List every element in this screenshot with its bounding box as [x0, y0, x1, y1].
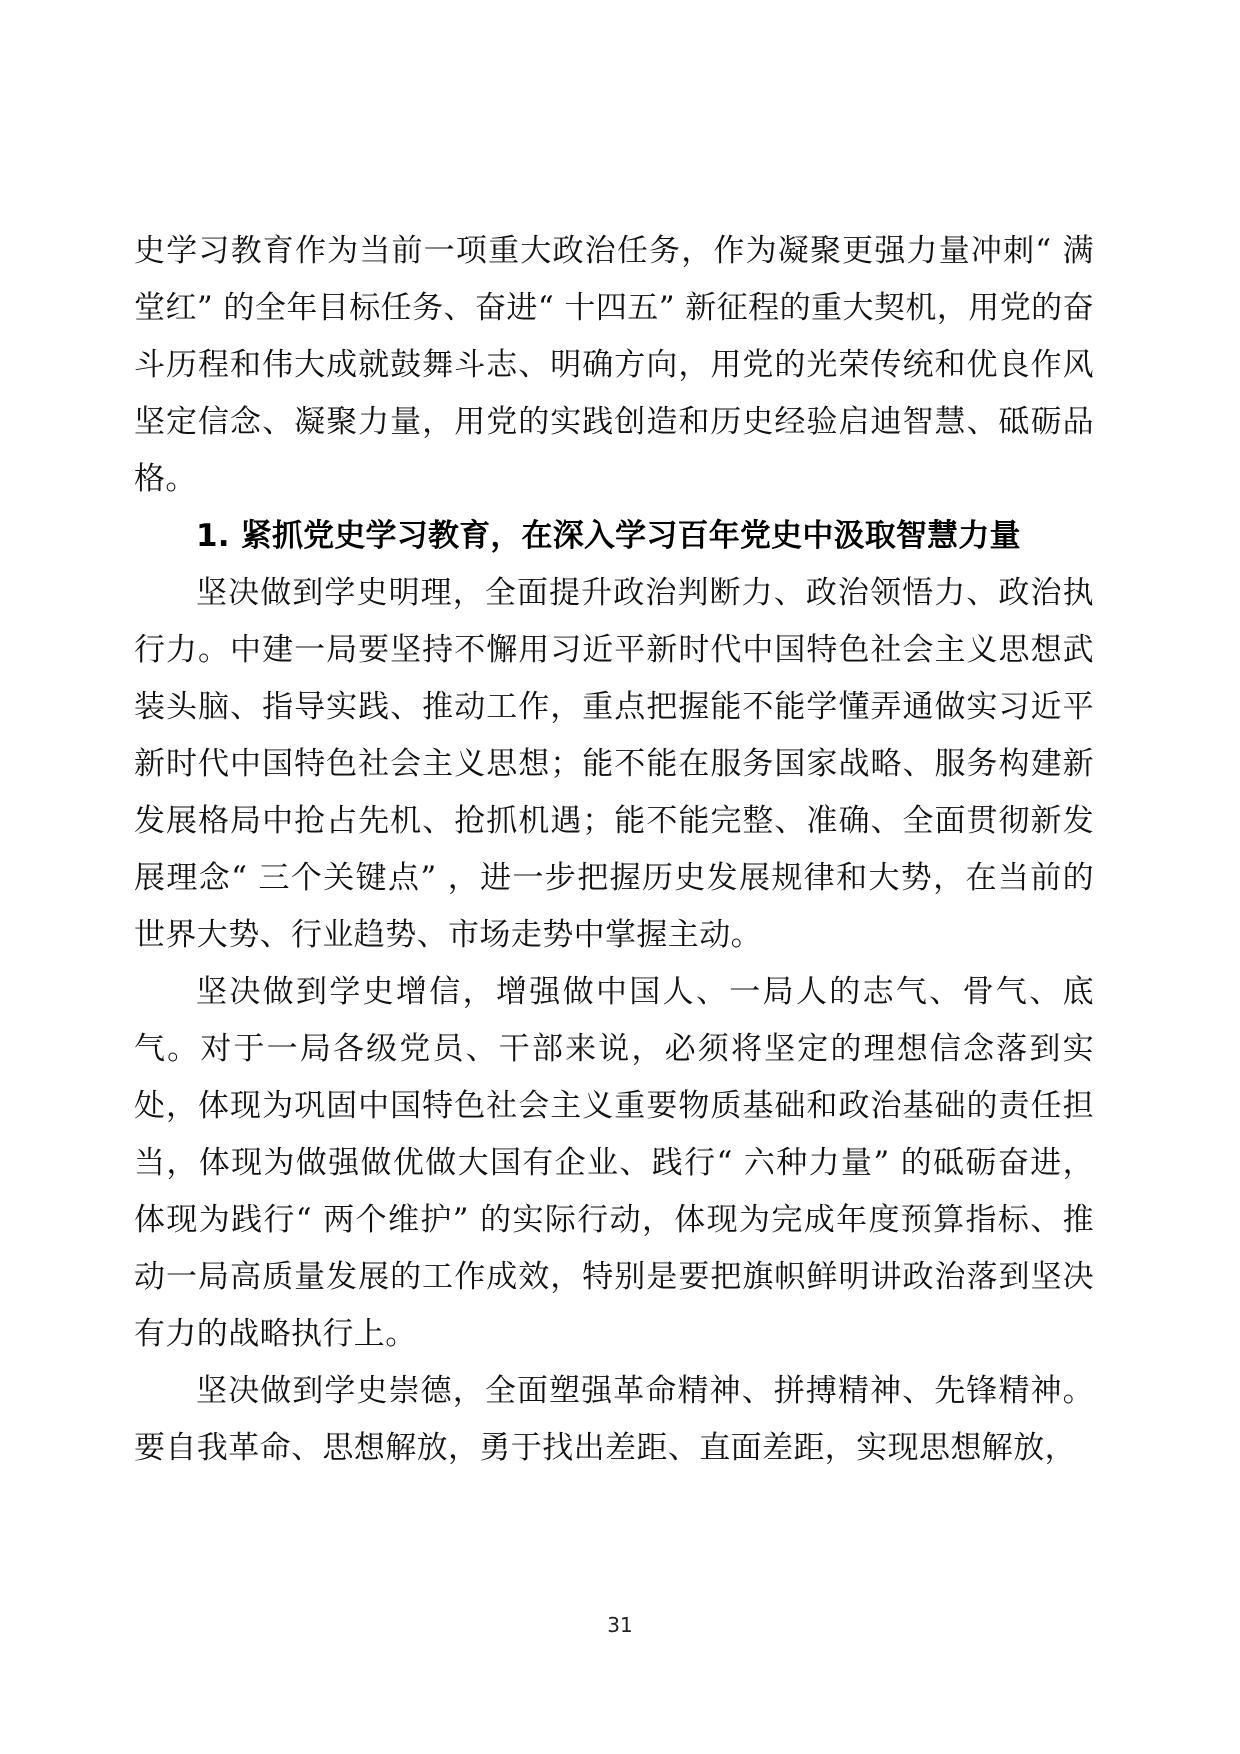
continuation-paragraph: 史学习教育作为当前一项重大政治任务，作为凝聚更强力量冲刺“ 满堂红” 的全年目标任务、奋进“ 十四五” 新征程的重大契机，用党的奋斗历程和伟大成就鼓舞斗志、明确方向，用党的光荣传统和优良作风坚定信念、凝聚力量，用党的实践创造和历史经验启迪智慧、砥砺品格。	[134, 233, 1094, 497]
paragraph-xueshi-mingli: 坚决做到学史明理，全面提升政治判断力、政治领悟力、政治执行力。中建一局要坚持不懈用习近平新时代中国特色社会主义思想武装头脑、指导实践、推动工作，重点把握能不能学懂弄通做实习近平新时代中国特色社会主义思想；能不能在服务国家战略、服务构建新发展格局中抢占先机、抢抓机遇；能不能完整、准确、全面贯彻新发展理念“ 三个关键点” ，进一步把握历史发展规律和大势，在当前的世界大势、行业趋势、市场走势中掌握主动。	[134, 575, 1094, 953]
page-number: 31	[607, 1613, 633, 1637]
paragraph-xueshi-chongde: 坚决做到学史崇德，全面塑强革命精神、拼搏精神、先锋精神。要自我革命、思想解放，勇于找出差距、直面差距，实现思想解放，	[134, 1373, 1094, 1466]
body-text	[134, 223, 1094, 1477]
paragraph-xueshi-zengxin: 坚决做到学史增信，增强做中国人、一局人的志气、骨气、底气。对于一局各级党员、干部来说，必须将坚定的理想信念落到实处，体现为巩固中国特色社会主义重要物质基础和政治基础的责任担当，体现为做强做优做大国有企业、践行“ 六种力量” 的砥砺奋进，体现为践行“ 两个维护” 的实际行动，体现为完成年度预算指标、推动一局高质量发展的工作成效，特别是要把旗帜鲜明讲政治落到坚决有力的战略执行上。	[134, 974, 1094, 1352]
section-heading: 1. 紧抓党史学习教育，在深入学习百年党史中汲取智慧力量	[196, 518, 1021, 554]
